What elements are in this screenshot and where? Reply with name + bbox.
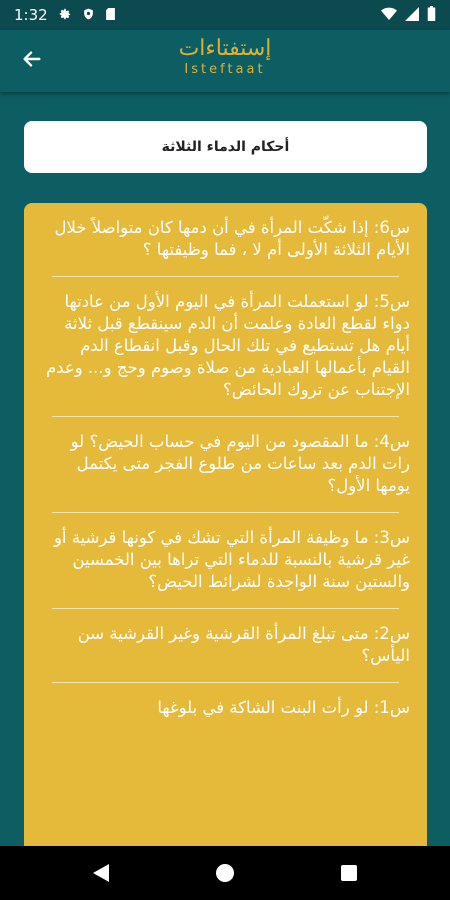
logo-arabic: إستفتاءات [178, 36, 272, 61]
status-icons-right [381, 6, 436, 25]
status-icons-left [58, 6, 116, 25]
question-item[interactable]: س5: لو استعملت المرأة في اليوم الأول من عادتها دواء لقطع العادة وعلمت أن الدم سينقطع قبل ثلاثة أيام هل تستطيع في تلك الحال وقبل انقطاع الدم القيام بأعمالها العبادية من صلاة وصوم وحج و... وعدم الإجتناب عن تروك الحائض؟ [45, 292, 410, 399]
status-bar [0, 0, 450, 30]
signal-icon [405, 6, 419, 25]
question-item[interactable]: س1: لو رأت البنت الشاكة في بلوغها [157, 698, 410, 717]
shield-icon [82, 6, 95, 25]
section-title-card [24, 121, 427, 173]
recents-square-icon[interactable] [337, 861, 361, 885]
app-logo [0, 36, 450, 78]
battery-icon [427, 6, 436, 25]
gear-icon [58, 6, 72, 25]
sd-card-icon [105, 6, 116, 25]
status-time: 1:32 [14, 6, 48, 24]
back-triangle-icon[interactable] [89, 861, 113, 885]
home-circle-icon[interactable] [213, 861, 237, 885]
app-bar [0, 30, 450, 92]
wifi-icon [381, 6, 397, 25]
question-item[interactable]: س2: متى تبلغ المرأة القرشية وغير القرشية سن اليأس؟ [77, 624, 410, 665]
question-item[interactable]: س3: ما وظيفة المرأة التي تشك في كونها قرشية أو غير قرشية بالنسبة للدماء التي تراها بين الخمسين والستين سنة الواجدة لشرائط الحيض؟ [53, 528, 410, 591]
question-item[interactable]: س6: إذا شكّت المرأة في أن دمها كان متواصلاً خلال الأيام الثلاثة الأولى أم لا ، فما وظيفتها ؟ [54, 218, 410, 259]
system-nav-bar [0, 846, 450, 900]
logo-latin: Isteftaat [184, 62, 266, 77]
question-item[interactable]: س4: ما المقصود من اليوم في حساب الحيض؟ لو رات الدم بعد ساعات من طلوع الفجر متى يكتمل يومها الأول؟ [70, 432, 410, 495]
questions-list [24, 203, 427, 863]
section-title: أحكام الدماء الثلاثة [161, 139, 290, 155]
